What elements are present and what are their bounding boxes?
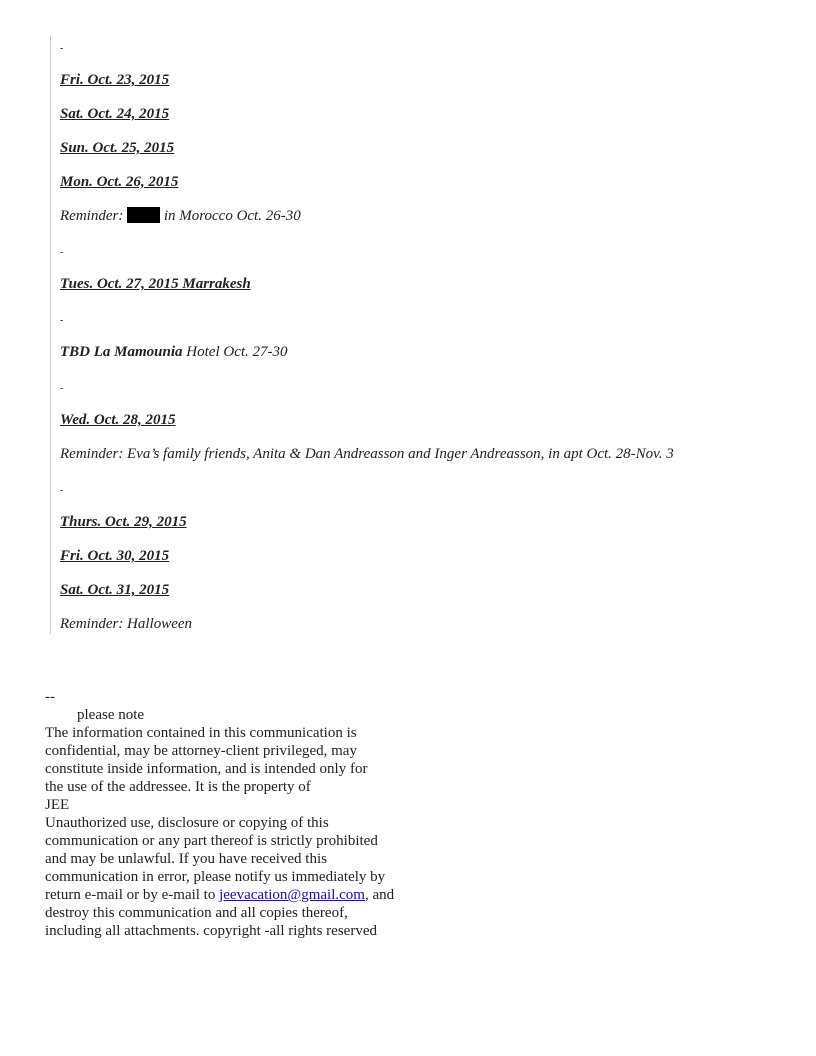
hotel-line [60,343,288,361]
disclaimer-line: the use of the addressee. It is the property of [45,779,311,795]
reminder-morocco-suffix: in Morocco Oct. 26-30 [163,208,301,224]
redaction-box [127,207,160,223]
reminder-guests: Reminder: Eva’s family friends, Anita & Dan Andreasson and Inger Andreasson, in apt Oct. 28-Nov. 3 [60,446,674,462]
dash-separator: - [60,383,64,394]
date-heading-oct-29: Thurs. Oct. 29, 2015 [60,514,187,530]
quoted-schedule-block [50,36,771,634]
email-link[interactable]: jeevacation@gmail.com [219,887,365,903]
dash-separator: - [60,247,64,258]
disclaimer-line: communication in error, please notify us immediately by [45,869,386,885]
date-heading-oct-31: Sat. Oct. 31, 2015 [60,582,170,598]
disclaimer-line: communication or any part thereof is strictly prohibited [45,833,378,849]
signature-separator: -- [45,689,55,705]
dash-separator: - [60,485,64,496]
date-heading-oct-27: Tues. Oct. 27, 2015 Marrakesh [60,276,251,292]
date-heading-oct-28: Wed. Oct. 28, 2015 [60,412,176,428]
disclaimer-line: and may be unlawful. If you have received this [45,851,327,867]
hotel-name: TBD La Mamounia [60,344,183,360]
disclaimer-line: constitute inside information, and is intended only for [45,761,368,777]
please-note-label: please note [77,707,145,723]
disclaimer-line-email [45,886,445,904]
hotel-dates: Hotel Oct. 27-30 [186,344,288,360]
disclaimer-line: confidential, may be attorney-client privileged, may [45,743,357,759]
date-heading-oct-23: Fri. Oct. 23, 2015 [60,72,170,88]
disclaimer-text: return e-mail or by e-mail to [45,887,216,903]
dash-separator: - [60,315,64,326]
disclaimer-line: The information contained in this communication is [45,725,357,741]
disclaimer-line: Unauthorized use, disclosure or copying of this [45,815,329,831]
disclaimer-line: JEE [45,797,70,813]
disclaimer-line: destroy this communication and all copies thereof, [45,905,348,921]
date-heading-oct-24: Sat. Oct. 24, 2015 [60,106,170,122]
reminder-morocco-prefix: Reminder: [60,208,124,224]
disclaimer-text: , and [364,887,395,903]
email-footer-disclaimer [45,688,445,940]
reminder-morocco [60,207,301,225]
dash-separator: - [60,43,64,54]
reminder-halloween: Reminder: Halloween [60,616,193,632]
date-heading-oct-25: Sun. Oct. 25, 2015 [60,140,175,156]
disclaimer-line: including all attachments. copyright -all rights reserved [45,923,377,939]
date-heading-oct-26: Mon. Oct. 26, 2015 [60,174,179,190]
date-heading-oct-30: Fri. Oct. 30, 2015 [60,548,170,564]
